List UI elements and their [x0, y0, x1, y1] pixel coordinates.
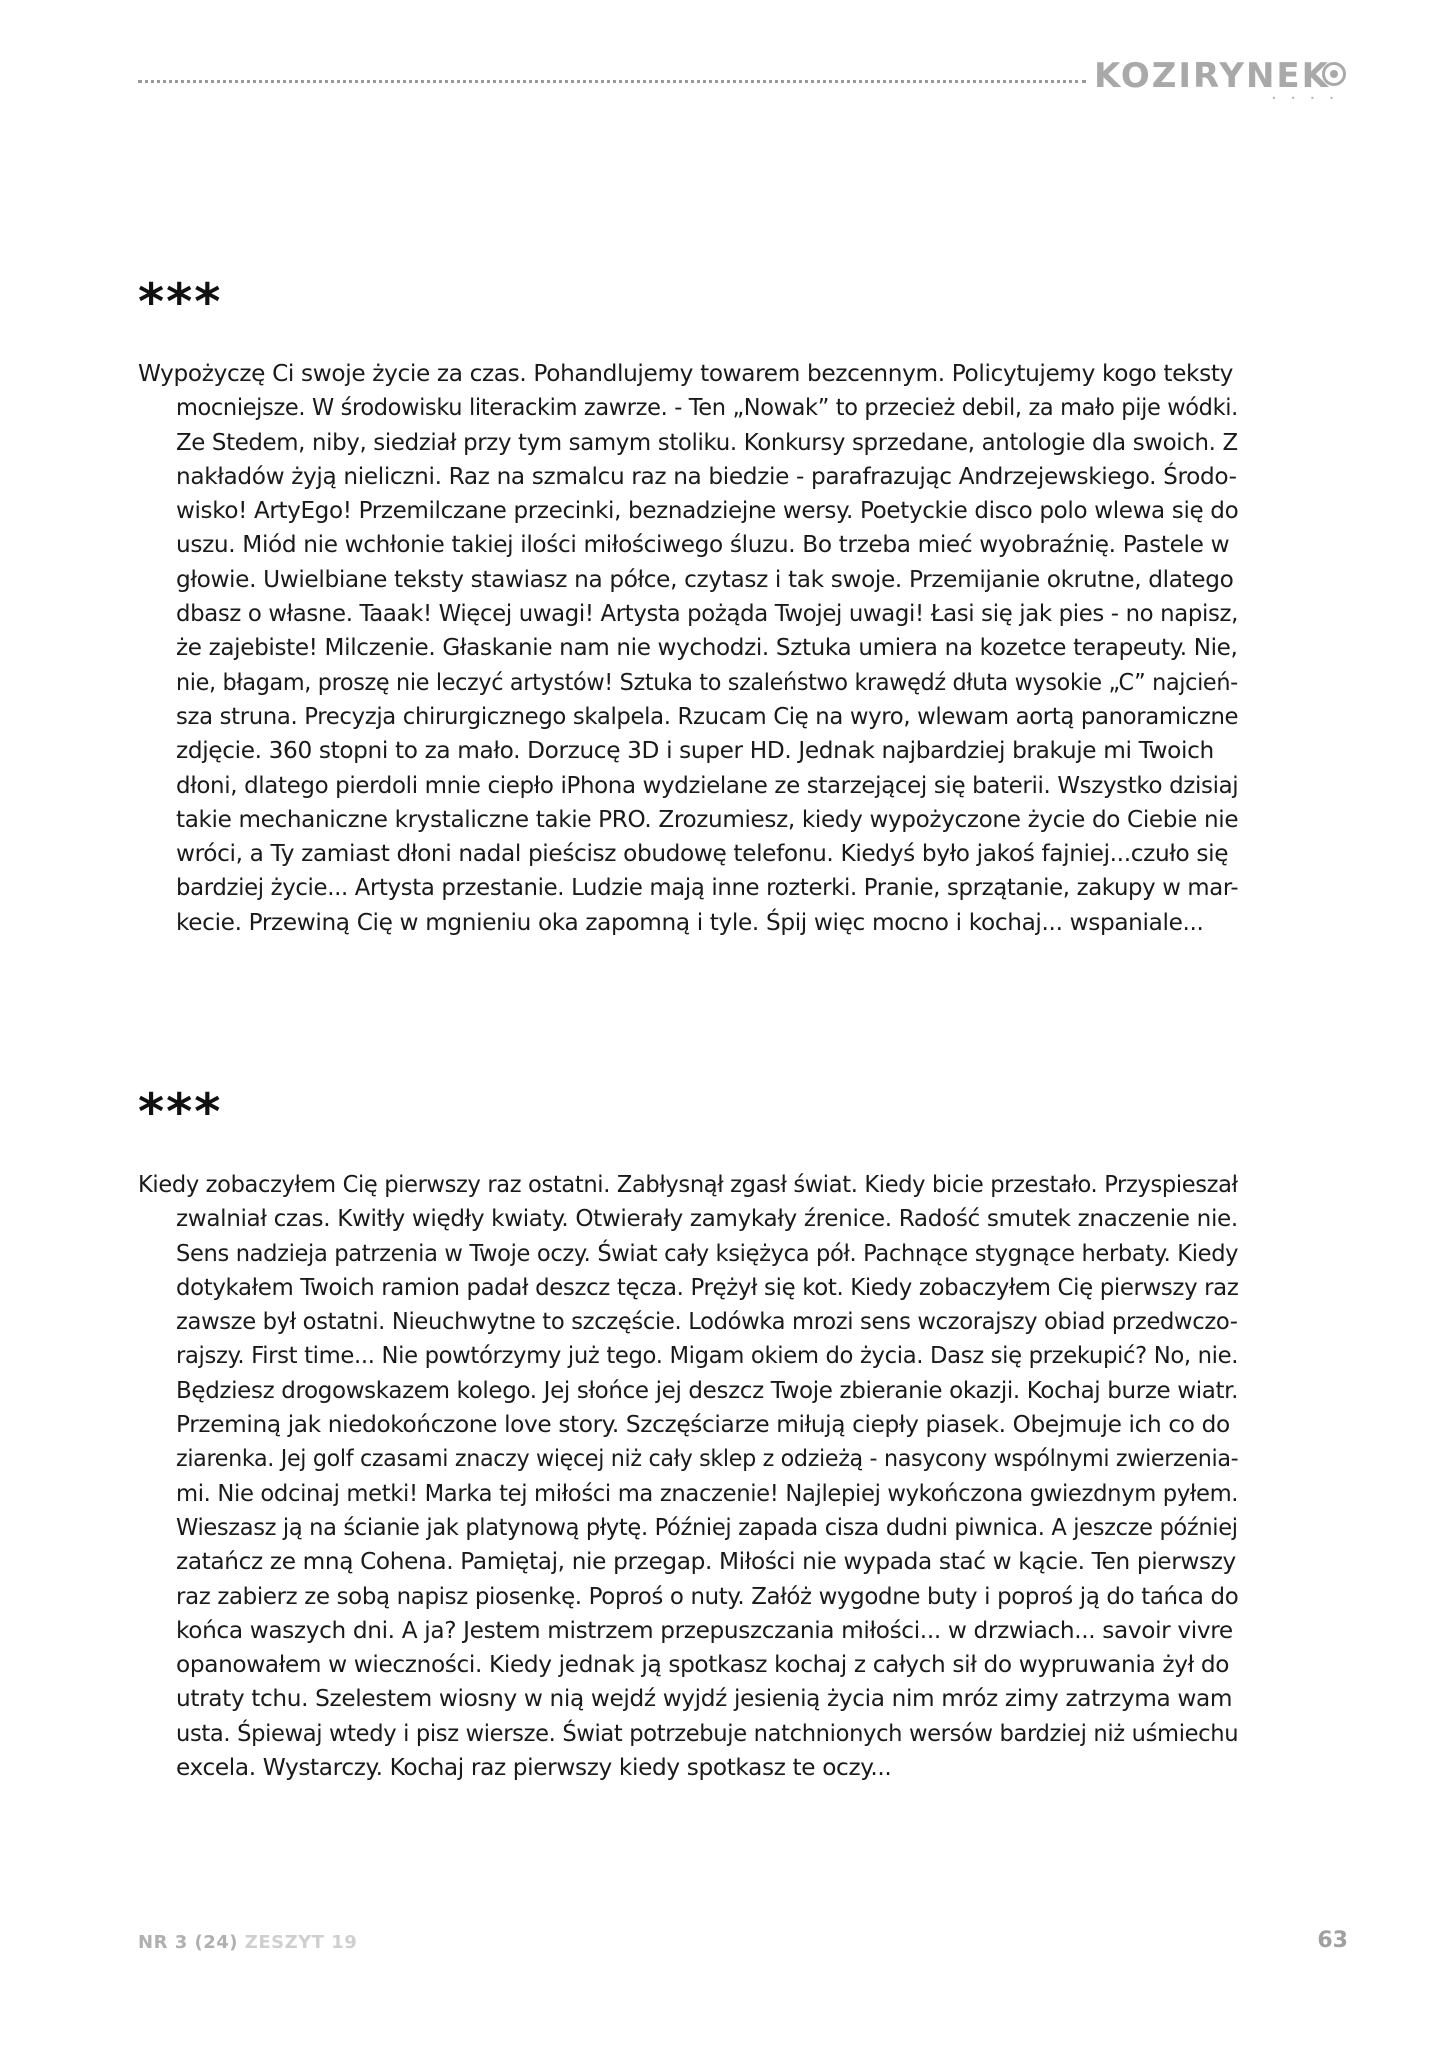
- poem-line: zatańcz ze mną Cohena. Pamiętaj, nie przegap. Miłości nie wypada stać w kącie. Ten pierwszy: [176, 1548, 1236, 1576]
- poem-line: dbasz o własne. Taaak! Więcej uwagi! Artysta pożąda Twojej uwagi! Łasi się jak pies - no napisz,: [176, 600, 1239, 628]
- poem-line: zwalniał czas. Kwitły więdły kwiaty. Otwierały zamykały źrenice. Radość smutek znaczenie nie.: [176, 1205, 1238, 1233]
- poem-line: że zajebiste! Milczenie. Głaskanie nam nie wychodzi. Sztuka umiera na kozetce terapeuty. Nie,: [176, 634, 1238, 662]
- poem-line: kecie. Przewiną Cię w mgnieniu oka zapomną i tyle. Śpij więc mocno i kochaj... wspaniale...: [176, 908, 1204, 936]
- poem-line: excela. Wystarczy. Kochaj raz pierwszy kiedy spotkasz te oczy...: [176, 1754, 892, 1782]
- issue-number: NR 3 (24): [138, 1932, 238, 1953]
- poem-line: wisko! ArtyEgo! Przemilczane przecinki, beznadziejne wersy. Poetyckie disco polo wlewa się do: [176, 497, 1239, 525]
- poem-line: Będziesz drogowskazem kolego. Jej słońce jej deszcz Twoje zbieranie okazji. Kochaj burze wiatr.: [176, 1376, 1239, 1404]
- logo-text: KOZIRYNEK: [1094, 56, 1330, 96]
- gear-icon: [1322, 62, 1346, 86]
- poem-line: rajszy. First time... Nie powtórzymy już tego. Migam okiem do życia. Dasz się przekupić? No, nie.: [176, 1342, 1239, 1370]
- poem-line: uszu. Miód nie wchłonie takiej ilości miłościwego śluzu. Bo trzeba mieć wyobraźnię. Pastele w: [176, 531, 1230, 559]
- poem-line: opanowałem w wieczności. Kiedy jednak ją spotkasz kochaj z całych sił do wypruwania żył do: [176, 1651, 1230, 1679]
- poem-line: zdjęcie. 360 stopni to za mało. Dorzucę 3D i super HD. Jednak najbardziej brakuje mi Twoich: [176, 737, 1214, 765]
- poem-text: [138, 1168, 1238, 1785]
- poem-line: dotykałem Twoich ramion padał deszcz tęcza. Prężył się kot. Kiedy zobaczyłem Cię pierwszy raz: [176, 1273, 1239, 1301]
- poem-line: nie, błagam, proszę nie leczyć artystów! Sztuka to szaleństwo krawędź dłuta wysokie „C” najcień-: [176, 668, 1238, 696]
- poem-line: usta. Śpiewaj wtedy i pisz wiersze. Świat potrzebuje natchnionych wersów bardziej niż uśmiechu: [176, 1719, 1239, 1747]
- poem-line: Ze Stedem, niby, siedział przy tym samym stoliku. Konkursy sprzedane, antologie dla swoich. Z: [176, 428, 1238, 456]
- poem-line: głowie. Uwielbiane teksty stawiasz na półce, czytasz i tak swoje. Przemijanie okrutne, dlatego: [176, 565, 1234, 593]
- section-marker: ***: [138, 273, 223, 331]
- poem-line: utraty tchu. Szelestem wiosny w nią wejdź wyjdź jesienią życia nim mróz zimy zatrzyma wam: [176, 1685, 1233, 1713]
- poem-line: mi. Nie odcinaj metki! Marka tej miłości ma znaczenie! Najlepiej wykończona gwiezdnym pyłem.: [176, 1479, 1239, 1507]
- section-marker: ***: [138, 1083, 223, 1141]
- poem-line: raz zabierz ze sobą napisz piosenkę. Poproś o nuty. Załóż wygodne buty i poproś ją do tańca do: [176, 1582, 1239, 1610]
- poem-line: dłoni, dlatego pierdoli mnie ciepło iPhona wydzielane ze starzejącej się baterii. Wszystko dzisiaj: [176, 771, 1239, 799]
- poem-line: sza struna. Precyzja chirurgicznego skalpela. Rzucam Cię na wyro, wlewam aortą panoramiczne: [176, 702, 1239, 730]
- page-footer: [138, 1928, 1348, 1962]
- poem-line: końca waszych dni. A ja? Jestem mistrzem przepuszczania miłości... w drzwiach... savoir vivre: [176, 1616, 1233, 1644]
- poem-line: mocniejsze. W środowisku literackim zawrze. - Ten „Nowak” to przecież debil, za mało pije wódki.: [176, 394, 1238, 422]
- page-number: 63: [1317, 1928, 1348, 1953]
- poem-line: Sens nadzieja patrzenia w Twoje oczy. Świat cały księżyca pół. Pachnące stygnące herbaty. Kiedy: [176, 1239, 1239, 1267]
- zeszyt-label: ZESZYT 19: [244, 1932, 358, 1953]
- poem-line: takie mechaniczne krystaliczne takie PRO. Zrozumiesz, kiedy wypożyczone życie do Ciebie nie: [176, 805, 1239, 833]
- poem-line: wróci, a Ty zamiast dłoni nadal pieścisz obudowę telefonu. Kiedyś było jakoś fajniej...czuło się: [176, 840, 1229, 868]
- magazine-logo: [1094, 56, 1348, 102]
- poem-line: Wieszasz ją na ścianie jak platynową płytę. Później zapada cisza dudni piwnica. A jeszcze później: [176, 1513, 1238, 1541]
- poem-line: ziarenka. Jej golf czasami znaczy więcej niż cały sklep z odzieżą - nasycony wspólnymi zwierzenia-: [176, 1445, 1239, 1473]
- header-dotted-rule: [138, 80, 1086, 83]
- poem-line: Wypożyczę Ci swoje życie za czas. Pohandlujemy towarem bezcennym. Policytujemy kogo teksty: [138, 360, 1233, 387]
- poem-text: [138, 357, 1238, 940]
- poem-line: nakładów żyją nieliczni. Raz na szmalcu raz na biedzie - parafrazując Andrzejewskiego. Środo-: [176, 462, 1237, 490]
- poem-line: Kiedy zobaczyłem Cię pierwszy raz ostatni. Zabłysnął zgasł świat. Kiedy bicie przestało. Przyspieszał: [138, 1171, 1238, 1198]
- logo-subline: • • • •: [1271, 94, 1340, 103]
- page-header: [138, 52, 1348, 102]
- poem-line: zawsze był ostatni. Nieuchwytne to szczęście. Lodówka mrozi sens wczorajszy obiad przedwczo-: [176, 1308, 1238, 1336]
- poem-line: Przeminą jak niedokończone love story. Szczęściarze miłują ciepły piasek. Obejmuje ich co do: [176, 1411, 1230, 1439]
- issue-label: [138, 1932, 357, 1953]
- poem-line: bardziej życie... Artysta przestanie. Ludzie mają inne rozterki. Pranie, sprzątanie, zakupy w mar-: [176, 874, 1239, 902]
